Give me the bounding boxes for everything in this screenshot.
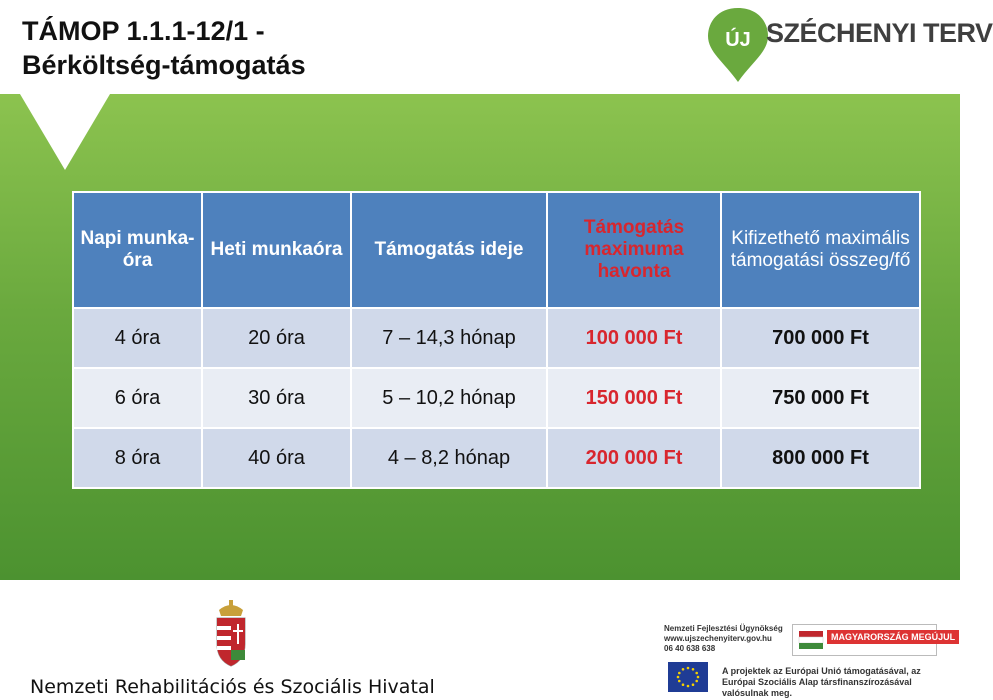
nfu-website: www.ujszechenyiterv.gov.hu (664, 634, 772, 643)
cell-total-max: 700 000 Ft (721, 308, 920, 368)
cell-monthly-max: 200 000 Ft (547, 428, 721, 488)
nfu-name: Nemzeti Fejlesztési Ügynökség (664, 624, 783, 633)
cell-monthly-max: 150 000 Ft (547, 368, 721, 428)
cell-monthly-max: 100 000 Ft (547, 308, 721, 368)
magyarorszag-megujul-text: MAGYARORSZÁG MEGÚJUL (827, 630, 959, 644)
cell-daily-hours: 4 óra (73, 308, 202, 368)
table-row (73, 308, 920, 368)
header-support-duration: Támogatás ideje (351, 192, 547, 308)
table-row (73, 428, 920, 488)
cell-duration: 4 – 8,2 hónap (351, 428, 547, 488)
cell-daily-hours: 8 óra (73, 428, 202, 488)
cell-duration: 7 – 14,3 hónap (351, 308, 547, 368)
eu-flag-icon (668, 662, 708, 692)
cell-weekly-hours: 40 óra (202, 428, 351, 488)
nfu-phone: 06 40 638 638 (664, 644, 716, 653)
cell-total-max: 750 000 Ft (721, 368, 920, 428)
table-row (73, 368, 920, 428)
nfu-block (664, 624, 783, 654)
logo-badge-text: ÚJ (725, 29, 751, 51)
logo-text: SZÉCHENYI TERV (766, 18, 993, 48)
title-line-1: TÁMOP 1.1.1-12/1 - (22, 16, 265, 46)
pointer-shape (20, 94, 110, 174)
cell-daily-hours: 6 óra (73, 368, 202, 428)
header-monthly-max: Támogatás maximuma havonta (547, 192, 721, 308)
table-header-row (73, 192, 920, 308)
cell-total-max: 800 000 Ft (721, 428, 920, 488)
title-line-2: Bérköltség-támogatás (22, 50, 306, 80)
cell-weekly-hours: 30 óra (202, 368, 351, 428)
eu-funding-text: A projektek az Európai Unió támogatásával, az Európai Szociális Alap társfinanszírozásával valósulnak meg. (722, 666, 921, 698)
header-total-max: Kifizethető maximális támogatási összeg/fő (721, 192, 920, 308)
cell-weekly-hours: 20 óra (202, 308, 351, 368)
cell-duration: 5 – 10,2 hónap (351, 368, 547, 428)
header-weekly-hours: Heti munkaóra (202, 192, 351, 308)
support-table (72, 191, 921, 489)
header-daily-hours: Napi munka-óra (73, 192, 202, 308)
organization-name: Nemzeti Rehabilitációs és Szociális Hivatal (30, 676, 435, 698)
page-title (22, 14, 542, 82)
hungarian-coat-of-arms-icon (211, 600, 251, 668)
